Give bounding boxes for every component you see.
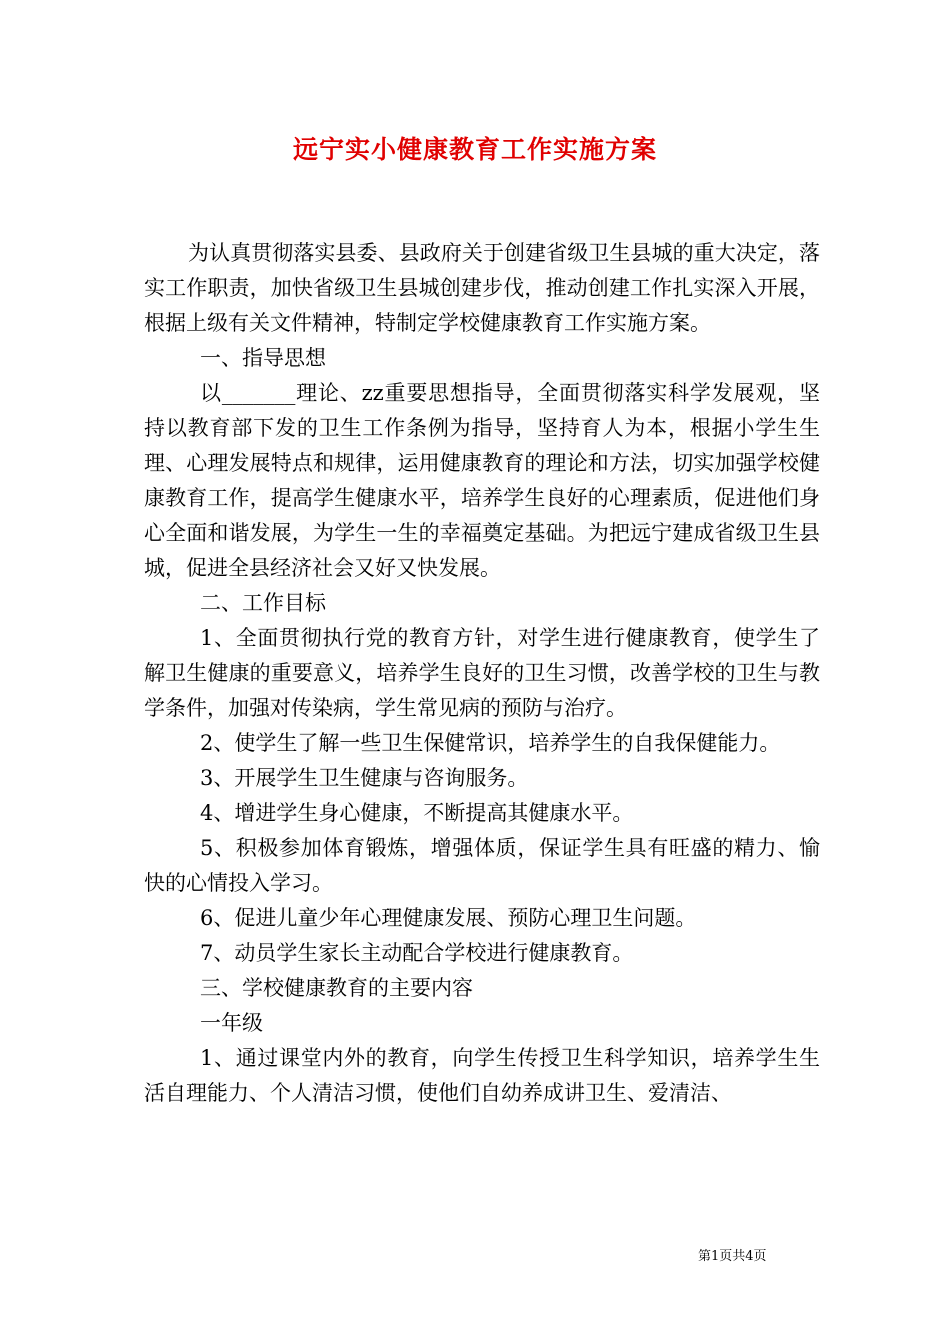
guiding-thought-paragraph: 以_______理论、zz重要思想指导，全面贯彻落实科学发展观，坚持以教育部下发的卫生工作条例为指导，坚持育人为本，根据小学生生理、心理发展特点和规律，运用健康教育的理论和方法，切实加强学校健康教育工作，提高学生健康水平，培养学生良好的心理素质，促进他们身心全面和谐发展，为学生一生的幸福奠定基础。为把远宁建成省级卫生县城，促进全县经济社会又好又快发展。 [144, 381, 820, 580]
subheading-grade-one: 一年级 [200, 1011, 263, 1035]
goal-item-6: 6、促进儿童少年心理健康发展、预防心理卫生问题。 [200, 906, 697, 930]
intro-paragraph: 为认真贯彻落实县委、县政府关于创建省级卫生县城的重大决定，落实工作职责，加快省级卫生县城创建步伐，推动创建工作扎实深入开展，根据上级有关文件精神，特制定学校健康教育工作实施方案。 [144, 241, 820, 335]
section-heading-main-content: 三、学校健康教育的主要内容 [200, 976, 473, 1000]
goal-item-7: 7、动员学生家长主动配合学校进行健康教育。 [200, 941, 634, 965]
document-body [144, 236, 820, 1111]
goal-item-1: 1、全面贯彻执行党的教育方针，对学生进行健康教育，使学生了解卫生健康的重要意义，培养学生良好的卫生习惯，改善学校的卫生与教学条件，加强对传染病，学生常见病的预防与治疗。 [144, 626, 820, 720]
section-heading-work-goals: 二、工作目标 [200, 591, 326, 615]
grade-one-item-1: 1、通过课堂内外的教育，向学生传授卫生科学知识，培养学生生活自理能力、个人清洁习惯，使他们自幼养成讲卫生、爱清洁、 [144, 1046, 820, 1105]
goal-item-5: 5、积极参加体育锻炼，增强体质，保证学生具有旺盛的精力、愉快的心情投入学习。 [144, 836, 820, 895]
section-heading-guiding-thought: 一、指导思想 [200, 346, 326, 370]
goal-item-2: 2、使学生了解一些卫生保健常识，培养学生的自我保健能力。 [200, 731, 781, 755]
page-number: 第1页共4页 [698, 1249, 767, 1264]
goal-item-3: 3、开展学生卫生健康与咨询服务。 [200, 766, 529, 790]
goal-item-4: 4、增进学生身心健康，不断提高其健康水平。 [200, 801, 634, 825]
document-title: 远宁实小健康教育工作实施方案 [292, 135, 657, 164]
